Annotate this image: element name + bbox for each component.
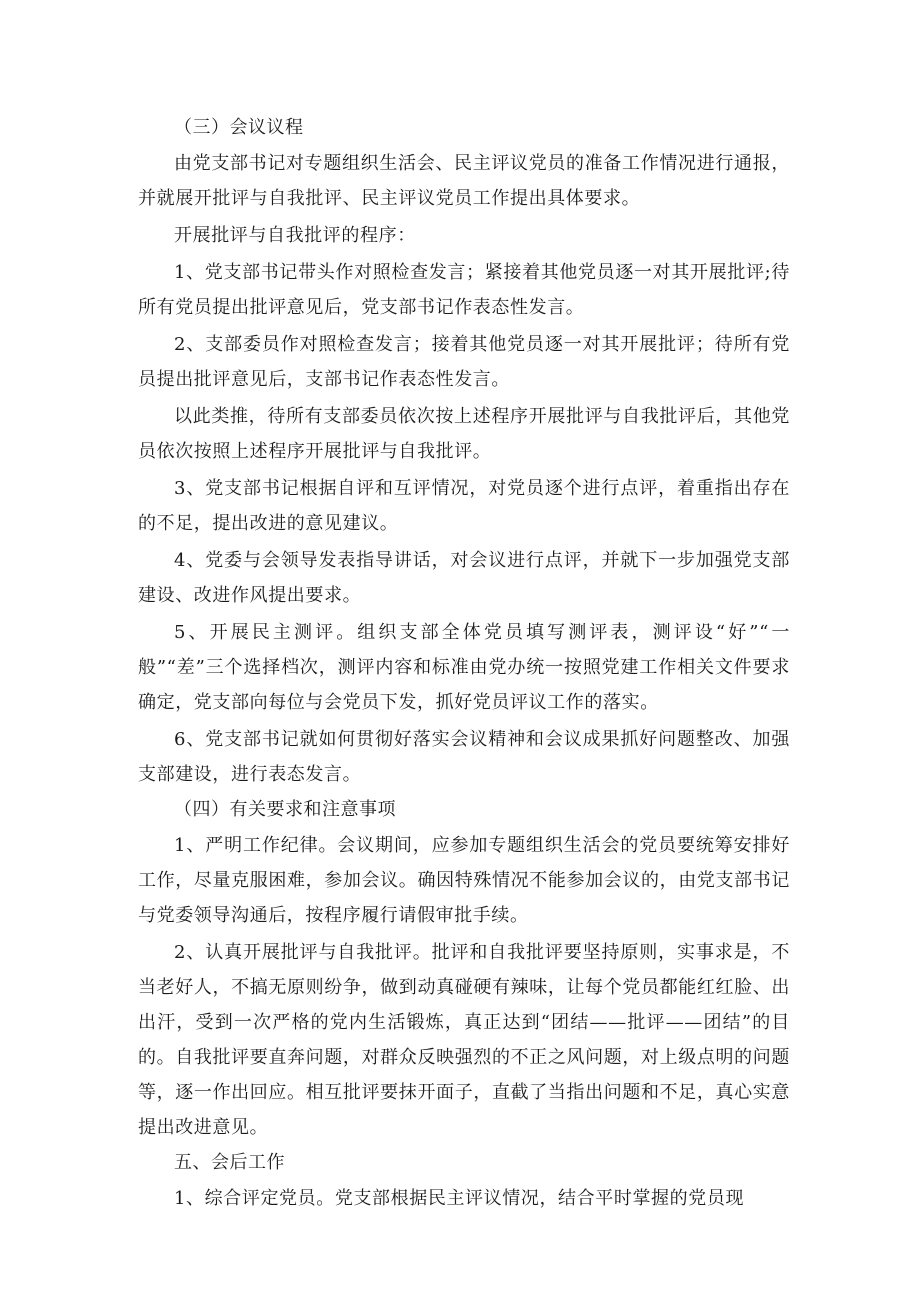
paragraph: 3、党支部书记根据自评和互评情况，对党员逐个进行点评，着重指出存在的不足，提出改进的意见建议。 xyxy=(138,478,790,534)
paragraph: 1、党支部书记带头作对照检查发言；紧接着其他党员逐一对其开展批评;待所有党员提出批评意见后，党支部书记作表态性发言。 xyxy=(138,262,790,318)
heading-post-meeting-work: 五、会后工作 xyxy=(174,1152,285,1173)
paragraph: 4、党委与会领导发表指导讲话，对会议进行点评，并就下一步加强党支部建设、改进作风提出要求。 xyxy=(138,550,790,606)
paragraph: 1、严明工作纪律。会议期间，应参加专题组织生活会的党员要统筹安排好工作，尽量克服困难，参加会议。确因特殊情况不能参加会议的，由党支部书记与党委领导沟通后，按程序履行请假审批手续。 xyxy=(138,835,790,926)
paragraph: 开展批评与自我批评的程序： xyxy=(174,225,416,246)
paragraph: 2、支部委员作对照检查发言；接着其他党员逐一对其开展批评；待所有党员提出批评意见后，支部书记作表态性发言。 xyxy=(138,334,790,390)
heading-requirements: （四）有关要求和注意事项 xyxy=(174,799,396,820)
document-page xyxy=(138,112,790,1218)
paragraph: 以此类推，待所有支部委员依次按上述程序开展批评与自我批评后，其他党员依次按照上述程序开展批评与自我批评。 xyxy=(138,406,790,462)
paragraph: 由党支部书记对专题组织生活会、民主评议党员的准备工作情况进行通报，并就展开批评与自我批评、民主评议党员工作提出具体要求。 xyxy=(138,153,790,209)
paragraph: 5、开展民主测评。组织支部全体党员填写测评表，测评设“好”“一般”“差”三个选择档次，测评内容和标准由党办统一按照党建工作相关文件要求确定，党支部向每位与会党员下发，抓好党员评议工作的落实。 xyxy=(138,622,790,713)
paragraph: 2、认真开展批评与自我批评。批评和自我批评要坚持原则，实事求是，不当老好人，不搞无原则纷争，做到动真碰硬有辣味，让每个党员都能红红脸、出出汗，受到一次严格的党内生活锻炼，真正达到“团结——批评——团结”的目的。自我批评要直奔问题，对群众反映强烈的不正之风问题，对上级点明的问题等，逐一作出回应。相互批评要抹开面子，直截了当指出问题和不足，真心实意提出改进意见。 xyxy=(138,942,790,1138)
paragraph: 6、党支部书记就如何贯彻好落实会议精神和会议成果抓好问题整改、加强支部建设，进行表态发言。 xyxy=(138,729,790,785)
heading-meeting-agenda: （三）会议议程 xyxy=(174,117,304,138)
paragraph: 1、综合评定党员。党支部根据民主评议情况，结合平时掌握的党员现 xyxy=(174,1188,745,1209)
